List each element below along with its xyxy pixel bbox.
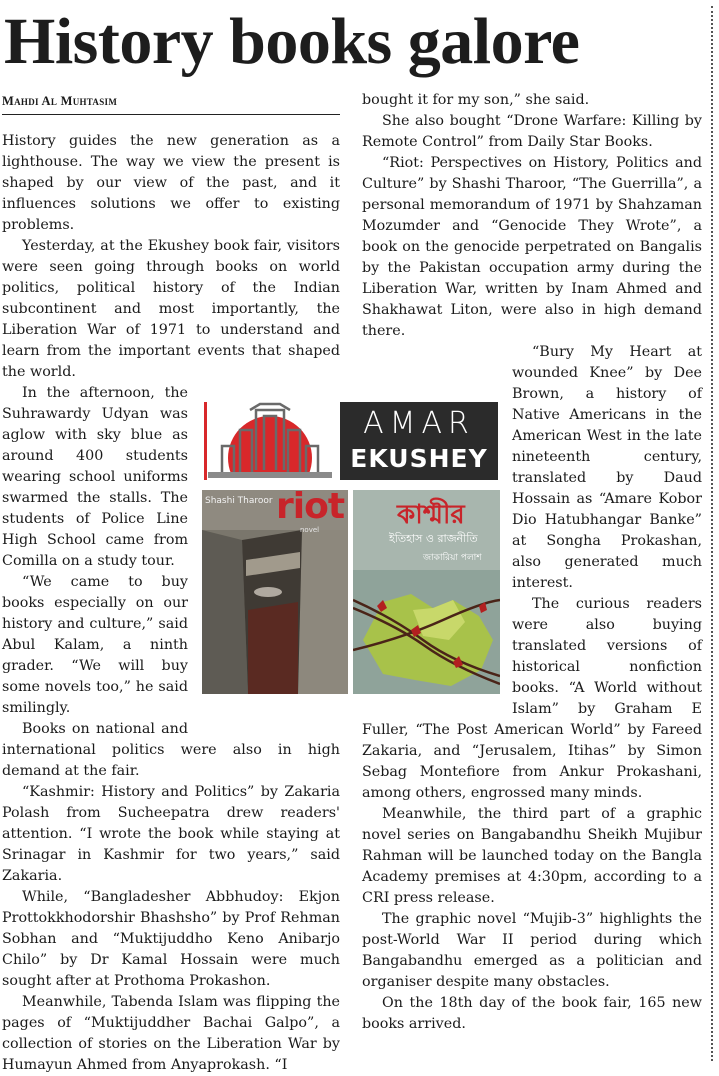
paragraph: Yesterday, at the Ekushey book fair, visitors were seen going through books on world politics, political history of the Indian subcontinent and most importantly, the Liberation War of 1971 to understand and learn from the important events that shaped the world. [2,238,340,380]
paragraph: “We came to buy books especially on our history and culture,” said Abul Kalam, a ninth grader. “We will buy some novels too,” he said smilingly. [2,574,188,716]
amar-ekushey-wordmark: AMAR EKUSHEY [340,402,498,480]
amar-ekushey-logo [202,398,500,486]
paragraph: Meanwhile, the third part of a graphic novel series on Bangabandhu Sheikh Mujibur Rahman will be launched today on the Bangla Academy premises at 4:30pm, according to a CRI press release. [362,806,702,906]
paragraph: She also bought “Drone Warfare: Killing by Remote Control” from Daily Star Books. [362,113,702,150]
paragraph: While, “Bangladesher Abbhudoy: Ekjon Prottokkhodorshir Bhashsho” by Prof Rehman Sobhan and “Muktijuddho Keno Anibarjo Chilo” by Dr Kamal Hossain were much sought after at Prothoma Prokashon. [2,889,340,989]
headline: History books galore [4,5,580,78]
riot-title: riot [276,490,345,527]
column-divider [711,6,713,1061]
kashmir-subtitle: ইতিহাস ও রাজনীতি [389,532,478,545]
paragraph: Meanwhile, Tabenda Islam was flipping the pages of “Muktijuddher Bachai Galpo”, a collection of stories on the Liberation War by Humayun Ahmed from Anyaprokash. “I [2,994,340,1073]
photo-collage [202,398,500,695]
kashmir-book-cover [353,490,500,694]
kashmir-title: কাশ্মীর [397,500,465,530]
shaheed-minar-icon [204,400,336,482]
paragraph: “Bury My Heart at wounded Knee” by Dee Brown, a history of Native Americans in the American West in the late nineteenth century, translated by Daud Hossain as “Amare Kobor Dio Hatubhangar Banke” at Songha Prokashan, also generated much interest. [512,344,702,591]
paragraph: bought it for my son,” she said. [362,92,590,108]
paragraph: History guides the new generation as a lighthouse. The way we view the present is shaped by our view of the past, and it influences solutions we offer to existing problems. [2,133,340,233]
paragraph: The curious readers were also buying translated versions of historical nonfiction books. “A World without Islam” by Graham E Fuller, “The Post American World” by Fareed Zakaria, and “Jerusalem, Itihas” by Simon Sebag Montefiore from Ankur Prokashani, among others, engrossed many minds. [362,596,702,801]
paragraph: Books on national and international politics were also in high demand at the fair. [2,721,340,779]
paragraph: The graphic novel “Mujib-3” highlights the post-World War II period during which Bangabandhu emerged as a politician and organiser despite many obstacles. [362,911,702,990]
riot-author: Shashi Tharoor [205,496,273,506]
paragraph: “Kashmir: History and Politics” by Zakaria Polash from Sucheepatra drew readers' attention. “I wrote the book while staying at Srinagar in Kashmir for two years,” said Zakaria. [2,784,340,884]
kashmir-author: জাকারিয়া পলাশ [423,553,482,563]
byline: Mahdi Al Muhtasim [2,92,340,115]
paragraph: On the 18th day of the book fair, 165 new books arrived. [362,995,702,1032]
paragraph: “Riot: Perspectives on History, Politics and Culture” by Shashi Tharoor, “The Guerrilla”, a personal memorandum of 1971 by Shahzaman Mozumder and “Genocide They Wrote”, a book on the genocide perpetrated on Bangalis by the Pakistan occupation army during the Liberation War, written by Inam Ahmed and Shakhawat Liton, were also in high demand there. [362,155,702,339]
riot-tag: novel [300,526,320,534]
paragraph: In the afternoon, the Suhrawardy Udyan was aglow with sky blue as around 400 students wearing school uniforms swarmed the stalls. The students of Police Line High School came from Comilla on a study tour. [2,385,188,569]
riot-book-cover [202,490,348,694]
